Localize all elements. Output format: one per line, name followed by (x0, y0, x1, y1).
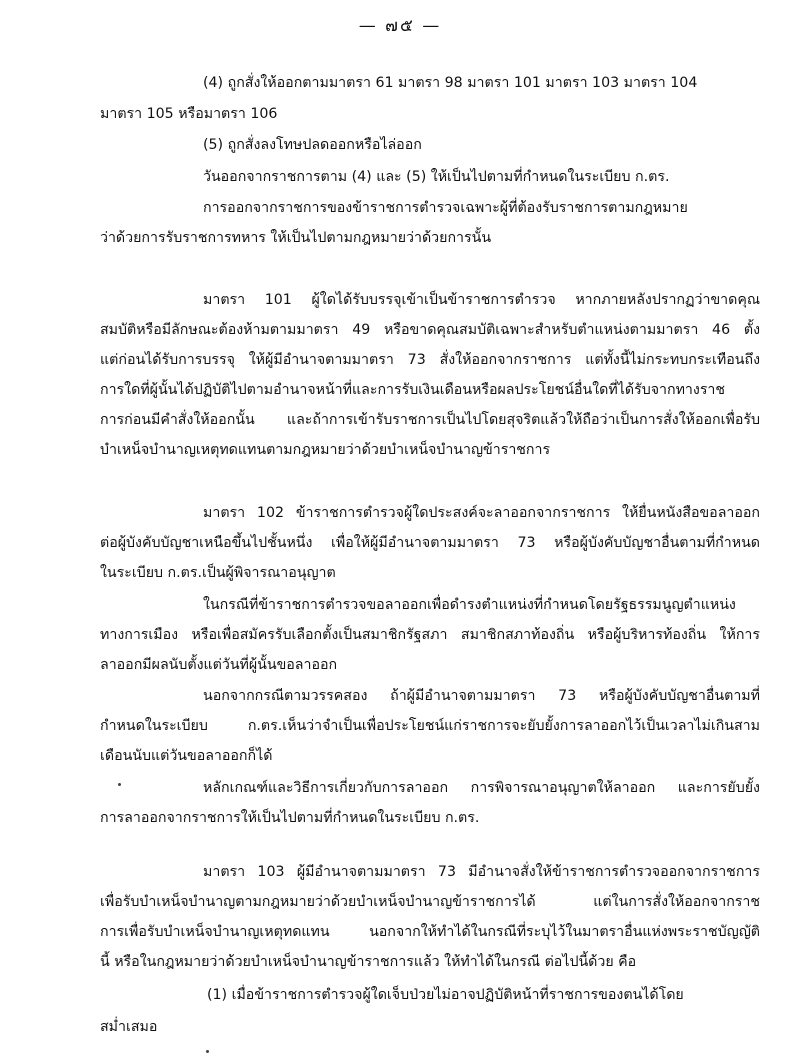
paragraph-line: สม่ำเสมอ (100, 1019, 158, 1035)
paragraph-line: กำหนดในระเบียบ ก.ตร.เห็นว่าจำเป็นเพื่อประโยชน์แก่ราชการจะยับยั้งการลาออกไว้เป็นเวลาไม่เกินสาม (100, 718, 760, 734)
paragraph-line: หลักเกณฑ์และวิธีการเกี่ยวกับการลาออก การพิจารณาอนุญาตให้ลาออก และการยับยั้ง (203, 780, 760, 796)
paragraph-line: ต่อผู้บังคับบัญชาเหนือขึ้นไปชั้นหนึ่ง เพื่อให้ผู้มีอำนาจตามมาตรา 73 หรือผู้บังคับบัญชาอื่นตามที่กำหนด (100, 535, 760, 551)
paragraph-line: ในกรณีที่ข้าราชการตำรวจขอลาออกเพื่อดำรงตำแหน่งที่กำหนดโดยรัฐธรรมนูญตำแหน่ง (203, 597, 736, 613)
paragraph-line: มาตรา 103 ผู้มีอำนาจตามมาตรา 73 มีอำนาจสั่งให้ข้าราชการตำรวจออกจากราชการ (203, 864, 760, 880)
paragraph-line: การเพื่อรับบำเหน็จบำนาญเหตุทดแทน นอกจากให้ทำได้ในกรณีที่ระบุไว้ในมาตราอื่นแห่งพระราชบัญญัติ (100, 924, 760, 940)
paragraph-line: นี้ หรือในกฎหมายว่าด้วยบำเหน็จบำนาญข้าราชการแล้ว ให้ทำได้ในกรณี ต่อไปนี้ด้วย คือ (100, 954, 637, 970)
paragraph-line: (4) ถูกสั่งให้ออกตามมาตรา 61 มาตรา 98 มาตรา 101 มาตรา 103 มาตรา 104 (203, 75, 698, 91)
scan-speck (118, 783, 121, 786)
paragraph-line: เดือนนับแต่วันขอลาออกก็ได้ (100, 748, 273, 764)
paragraph-line: เพื่อรับบำเหน็จบำนาญตามกฎหมายว่าด้วยบำเหน็จบำนาญข้าราชการได้ แต่ในการสั่งให้ออกจากราช (100, 894, 760, 910)
page-number: — ๗๕ — (358, 16, 442, 36)
paragraph-line: การลาออกจากราชการให้เป็นไปตามที่กำหนดในระเบียบ ก.ตร. (100, 810, 480, 826)
paragraph-line: แต่ก่อนได้รับการบรรจุ ให้ผู้มีอำนาจตามมาตรา 73 สั่งให้ออกจากราชการ แต่ทั้งนี้ไม่กระทบกระเทือนถึง (100, 352, 760, 368)
paragraph-line: ในระเบียบ ก.ตร.เป็นผู้พิจารณาอนุญาต (100, 565, 336, 581)
paragraph-line: (5) ถูกสั่งลงโทษปลดออกหรือไล่ออก (203, 137, 422, 153)
paragraph-line: บำเหน็จบำนาญเหตุทดแทนตามกฎหมายว่าด้วยบำเหน็จบำนาญข้าราชการ (100, 442, 551, 458)
paragraph-line: การก่อนมีคำสั่งให้ออกนั้น และถ้าการเข้ารับราชการเป็นไปโดยสุจริตแล้วให้ถือว่าเป็นการสั่งให้ออกเพื่อรับ (100, 412, 760, 428)
paragraph-line: มาตรา 101 ผู้ใดได้รับบรรจุเข้าเป็นข้าราชการตำรวจ หากภายหลังปรากฏว่าขาดคุณ (203, 292, 760, 308)
paragraph-line: มาตรา 102 ข้าราชการตำรวจผู้ใดประสงค์จะลาออกจากราชการ ให้ยื่นหนังสือขอลาออก (203, 505, 760, 521)
paragraph-line: ว่าด้วยการรับราชการทหาร ให้เป็นไปตามกฎหมายว่าด้วยการนั้น (100, 230, 492, 246)
paragraph-line: การออกจากราชการของข้าราชการตำรวจเฉพาะผู้ที่ต้องรับราชการตามกฎหมาย (203, 200, 688, 216)
paragraph-line: (1) เมื่อข้าราชการตำรวจผู้ใดเจ็บป่วยไม่อาจปฏิบัติหน้าที่ราชการของตนได้โดย (207, 987, 684, 1003)
paragraph-line: สมบัติหรือมีลักษณะต้องห้ามตามมาตรา 49 หรือขาดคุณสมบัติเฉพาะสำหรับตำแหน่งตามมาตรา 46 ตั้ง (100, 322, 760, 338)
paragraph-line: ทางการเมือง หรือเพื่อสมัครรับเลือกตั้งเป็นสมาชิกรัฐสภา สมาชิกสภาท้องถิ่น หรือผู้บริหารท้องถิ่น ให้การ (100, 627, 760, 643)
paragraph-line: มาตรา 105 หรือมาตรา 106 (100, 106, 278, 122)
scan-speck (206, 1050, 209, 1053)
paragraph-line: วันออกจากราชการตาม (4) และ (5) ให้เป็นไปตามที่กำหนดในระเบียบ ก.ตร. (203, 169, 670, 185)
paragraph-line: การใดที่ผู้นั้นได้ปฏิบัติไปตามอำนาจหน้าที่และการรับเงินเดือนหรือผลประโยชน์อื่นใดที่ได้รับจากทางราช (100, 382, 726, 398)
paragraph-line: ลาออกมีผลนับตั้งแต่วันที่ผู้นั้นขอลาออก (100, 657, 338, 673)
paragraph-line: นอกจากกรณีตามวรรคสอง ถ้าผู้มีอำนาจตามมาตรา 73 หรือผู้บังคับบัญชาอื่นตามที่ (203, 688, 760, 704)
